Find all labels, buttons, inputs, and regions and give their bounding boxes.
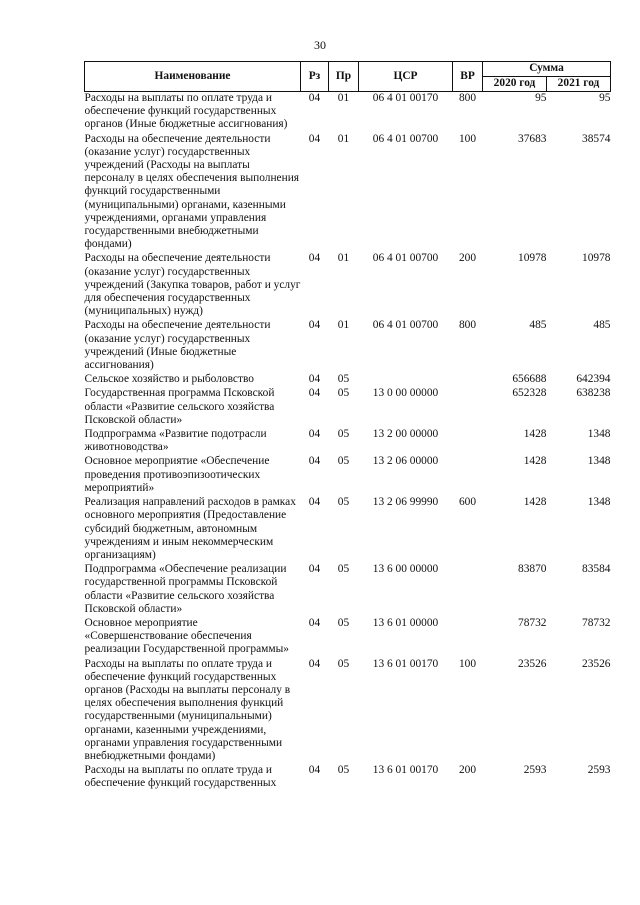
cell-name: Расходы на обеспечение деятельности (оказание услуг) государственных учреждений (Иные бюджетные ассигнования) bbox=[84, 319, 271, 372]
cell-rz: 04 bbox=[308, 319, 321, 332]
cell-rz: 04 bbox=[308, 252, 321, 265]
cell-pr: 05 bbox=[337, 455, 350, 468]
cell-csr: 06 4 01 00700 bbox=[372, 319, 439, 332]
table-row bbox=[85, 764, 611, 791]
cell-name: Реализация направлений расходов в рамках основного мероприятия (Предоставление субсидий бюджетным, автономным учреждениям и иным некоммерческим организациям) bbox=[84, 496, 296, 561]
cell-2020: 1428 bbox=[523, 455, 547, 468]
cell-2020: 485 bbox=[529, 319, 547, 332]
cell-2020: 10978 bbox=[518, 252, 547, 265]
cell-name: Основное мероприятие «Обеспечение проведения противоэпизоотических мероприятий» bbox=[84, 455, 270, 494]
cell-name: Расходы на выплаты по оплате труда и обеспечение функций государственных органов (Расходы на выплаты персоналу в целях обеспечения выполнения функций государственными (муниципальными) органами, казенными учреждениями, органами управления государственными внебюджетными фондами) bbox=[84, 657, 291, 762]
cell-csr: 13 0 00 00000 bbox=[372, 387, 439, 400]
cell-name: Расходы на выплаты по оплате труда и обеспечение функций государственных органов (Иные бюджетные ассигнования) bbox=[84, 92, 288, 131]
cell-csr: 06 4 01 00700 bbox=[372, 132, 439, 145]
table-row bbox=[85, 617, 611, 658]
header-pr: Пр bbox=[329, 62, 359, 92]
cell-pr: 01 bbox=[337, 319, 350, 332]
header-vr: ВР bbox=[453, 62, 483, 92]
cell-csr: 13 2 06 99990 bbox=[372, 496, 439, 509]
cell-2021: 10978 bbox=[582, 252, 611, 265]
cell-pr: 01 bbox=[337, 252, 350, 265]
table-row bbox=[85, 92, 611, 133]
cell-vr bbox=[453, 563, 483, 617]
cell-2020: 1428 bbox=[523, 428, 547, 441]
page-number: 30 bbox=[314, 38, 326, 52]
table-row bbox=[85, 563, 611, 617]
cell-vr bbox=[453, 617, 483, 658]
cell-vr bbox=[453, 455, 483, 496]
cell-2020: 78732 bbox=[518, 616, 547, 629]
table-row bbox=[85, 658, 611, 765]
cell-csr: 06 4 01 00170 bbox=[372, 92, 439, 104]
table-header bbox=[85, 62, 611, 92]
cell-csr: 13 6 01 00170 bbox=[372, 657, 439, 670]
header-year-2021: 2021 год bbox=[547, 77, 611, 92]
cell-2020: 37683 bbox=[518, 132, 547, 145]
cell-name: Расходы на выплаты по оплате труда и обеспечение функций государственных bbox=[84, 764, 277, 790]
cell-pr: 05 bbox=[337, 616, 350, 629]
cell-csr bbox=[359, 373, 453, 387]
cell-pr: 05 bbox=[337, 657, 350, 670]
cell-name: Сельское хозяйство и рыболовство bbox=[84, 373, 254, 386]
cell-2021: 1348 bbox=[587, 455, 611, 468]
header-rz: Рз bbox=[301, 62, 329, 92]
cell-rz: 04 bbox=[308, 92, 321, 104]
header-name: Наименование bbox=[85, 62, 301, 92]
cell-csr: 13 6 01 00000 bbox=[372, 616, 439, 629]
cell-2020: 1428 bbox=[523, 496, 547, 509]
cell-2020: 83870 bbox=[518, 563, 547, 576]
cell-name: Государственная программа Псковской области «Развитие сельского хозяйства Псковской области» bbox=[84, 387, 275, 426]
cell-2021: 485 bbox=[593, 319, 611, 332]
table-row bbox=[85, 496, 611, 563]
cell-pr: 01 bbox=[337, 132, 350, 145]
header-csr: ЦСР bbox=[359, 62, 453, 92]
cell-csr: 06 4 01 00700 bbox=[372, 252, 439, 265]
cell-2021: 638238 bbox=[576, 387, 611, 400]
cell-vr bbox=[453, 387, 483, 428]
budget-table bbox=[84, 61, 611, 792]
cell-name: Подпрограмма «Обеспечение реализации государственной программы Псковской области «Развитие сельского хозяйства Псковской области» bbox=[84, 563, 287, 615]
cell-name: Основное мероприятие «Совершенствование обеспечения реализации Государственной программы» bbox=[84, 616, 289, 656]
cell-2021: 1348 bbox=[587, 428, 611, 441]
cell-vr: 200 bbox=[458, 252, 477, 265]
header-year-2020: 2020 год bbox=[483, 77, 547, 92]
cell-vr: 100 bbox=[458, 132, 477, 145]
cell-2020: 95 bbox=[535, 92, 547, 104]
cell-vr bbox=[453, 373, 483, 387]
table-row bbox=[85, 455, 611, 496]
cell-rz: 04 bbox=[308, 657, 321, 670]
cell-2021: 23526 bbox=[582, 657, 611, 670]
cell-pr: 01 bbox=[337, 92, 350, 104]
cell-pr: 05 bbox=[337, 563, 350, 576]
cell-csr: 13 2 06 00000 bbox=[372, 455, 439, 468]
cell-rz: 04 bbox=[308, 132, 321, 145]
cell-pr: 05 bbox=[337, 764, 350, 777]
cell-vr bbox=[453, 428, 483, 455]
cell-csr: 13 6 00 00000 bbox=[372, 563, 439, 576]
cell-name: Расходы на обеспечение деятельности (оказание услуг) государственных учреждений (Расходы на выплаты персоналу в целях обеспечения выполнения функций государственными (муниципальными) органами, казенными учреждениями, органами управления государственными внебюджетными фондами) bbox=[84, 132, 300, 251]
cell-vr: 800 bbox=[458, 319, 477, 332]
cell-2021: 83584 bbox=[582, 563, 611, 576]
cell-rz: 04 bbox=[308, 563, 321, 576]
cell-2021: 2593 bbox=[587, 764, 611, 777]
cell-2021: 1348 bbox=[587, 496, 611, 509]
cell-rz: 04 bbox=[308, 373, 321, 386]
cell-2020: 652328 bbox=[512, 387, 547, 400]
table-row bbox=[85, 252, 611, 319]
table-body bbox=[85, 92, 611, 792]
cell-2021: 95 bbox=[599, 92, 611, 104]
cell-2020: 2593 bbox=[523, 764, 547, 777]
cell-pr: 05 bbox=[337, 496, 350, 509]
table-row bbox=[85, 373, 611, 387]
cell-2020: 656688 bbox=[512, 373, 547, 386]
cell-vr: 600 bbox=[458, 496, 477, 509]
cell-2020: 23526 bbox=[518, 657, 547, 670]
cell-rz: 04 bbox=[308, 455, 321, 468]
cell-rz: 04 bbox=[308, 387, 321, 400]
table-row bbox=[85, 387, 611, 428]
cell-2021: 642394 bbox=[576, 373, 611, 386]
table-row bbox=[85, 428, 611, 455]
cell-rz: 04 bbox=[308, 428, 321, 441]
header-sum: Сумма bbox=[483, 62, 611, 77]
cell-pr: 05 bbox=[337, 373, 350, 386]
cell-name: Подпрограмма «Развитие подотрасли животноводства» bbox=[84, 428, 267, 454]
cell-2021: 38574 bbox=[582, 132, 611, 145]
cell-vr: 100 bbox=[458, 657, 477, 670]
table-row bbox=[85, 133, 611, 253]
cell-2021: 78732 bbox=[582, 616, 611, 629]
cell-pr: 05 bbox=[337, 428, 350, 441]
cell-rz: 04 bbox=[308, 616, 321, 629]
cell-vr: 200 bbox=[458, 764, 477, 777]
cell-csr: 13 2 00 00000 bbox=[372, 428, 439, 441]
cell-csr: 13 6 01 00170 bbox=[372, 764, 439, 777]
cell-pr: 05 bbox=[337, 387, 350, 400]
cell-name: Расходы на обеспечение деятельности (оказание услуг) государственных учреждений (Закупка товаров, работ и услуг для обеспечения государственных (муниципальных) нужд) bbox=[84, 252, 301, 318]
cell-vr: 800 bbox=[458, 92, 477, 104]
cell-rz: 04 bbox=[308, 496, 321, 509]
table-row bbox=[85, 319, 611, 373]
cell-rz: 04 bbox=[308, 764, 321, 777]
